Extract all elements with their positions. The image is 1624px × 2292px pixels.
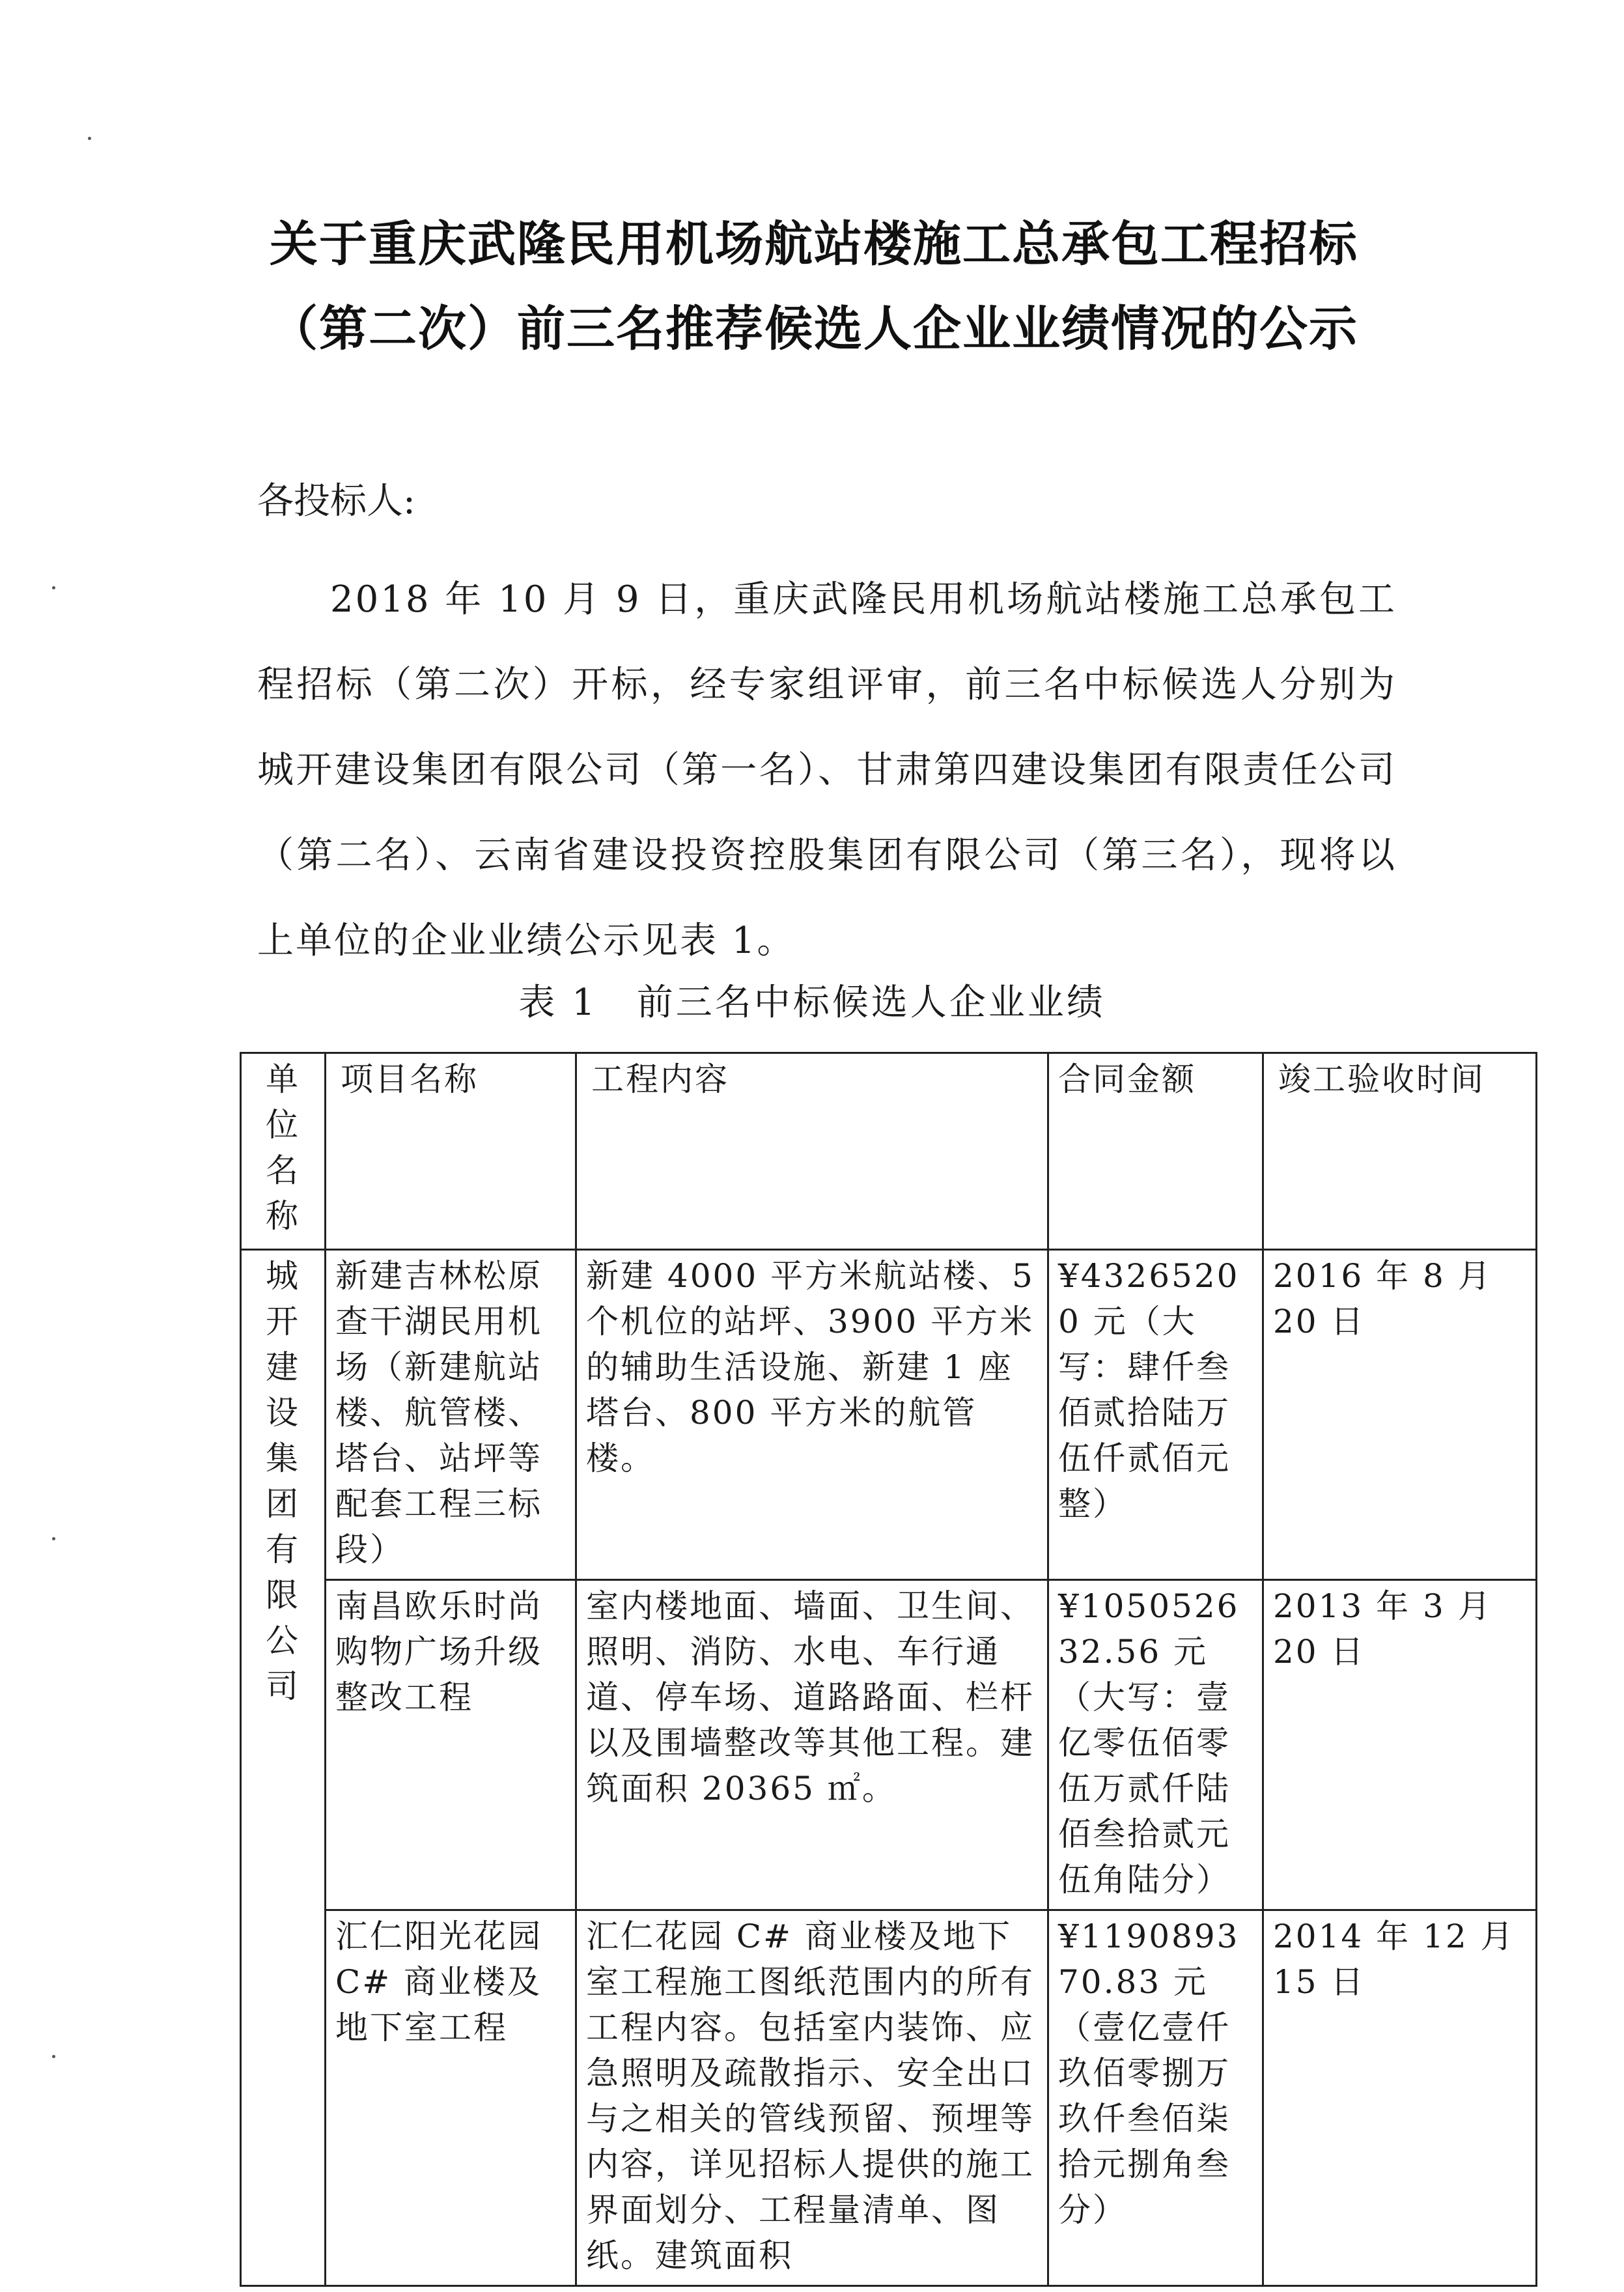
amount-cell: ¥119089370.83 元（壹亿壹仟玖佰零捌万玖仟叁佰柒拾元捌角叁分） <box>1048 1910 1263 2286</box>
body-paragraph: 2018 年 10 月 9 日，重庆武隆民用机场航站楼施工总承包工程招标（第二次）开标，经专家组评审，前三名中标候选人分别为城开建设集团有限公司（第一名）、甘肃第四建设集团有限责任公司（第二名）、云南省建设投资控股集团有限公司（第三名），现将以上单位的企业业绩公示见表 1。 <box>257 578 1397 962</box>
header-amount: 合同金额 <box>1048 1053 1263 1250</box>
amount-cell: ¥43265200 元（大写：肆仟叁佰贰拾陆万伍仟贰佰元整） <box>1048 1250 1263 1580</box>
scan-dot <box>88 137 91 140</box>
header-content: 工程内容 <box>576 1053 1048 1250</box>
project-name-cell: 新建吉林松原查干湖民用机场（新建航站楼、航管楼、塔台、站坪等配套工程三标段） <box>326 1250 576 1580</box>
header-unit-name <box>241 1053 326 1250</box>
table-header-row <box>241 1053 1537 1250</box>
header-unit-char: 称 <box>266 1197 300 1235</box>
unit-name-char: 司 <box>266 1667 300 1705</box>
unit-name-char: 公 <box>266 1622 300 1660</box>
header-project-name: 项目名称 <box>326 1053 576 1250</box>
unit-name-char: 开 <box>266 1303 300 1340</box>
unit-name-cell <box>241 1250 326 2286</box>
content-cell: 汇仁花园 C# 商业楼及地下室工程施工图纸范围内的所有工程内容。包括室内装饰、应急照明及疏散指示、安全出口与之相关的管线预留、预埋等内容，详见招标人提供的施工界面划分、工程量清单、图纸。建筑面积 <box>576 1910 1048 2286</box>
unit-name-char: 限 <box>266 1576 300 1614</box>
date-cell: 2014 年 12 月 15 日 <box>1263 1910 1537 2286</box>
table-row <box>241 1580 1537 1910</box>
scan-dot <box>52 1537 55 1540</box>
scan-dot <box>52 586 55 589</box>
header-unit-char: 单 <box>266 1060 300 1098</box>
unit-name-char: 团 <box>266 1485 300 1523</box>
salutation: 各投标人: <box>257 480 415 522</box>
content-cell: 室内楼地面、墙面、卫生间、照明、消防、水电、车行通道、停车场、道路路面、栏杆以及围墙整改等其他工程。建筑面积 20365 ㎡。 <box>576 1580 1048 1910</box>
document-title-line-1: 关于重庆武隆民用机场航站楼施工总承包工程招标 <box>270 216 1358 272</box>
table-row <box>241 1910 1537 2286</box>
scan-dot <box>52 2055 55 2058</box>
unit-name-char: 城 <box>266 1257 300 1295</box>
project-name-cell: 汇仁阳光花园 C# 商业楼及地下室工程 <box>326 1910 576 2286</box>
document-title-line-2: （第二次）前三名推荐候选人企业业绩情况的公示 <box>270 301 1358 357</box>
header-date: 竣工验收时间 <box>1263 1053 1537 1250</box>
amount-cell: ¥105052632.56 元（大写：壹亿零伍佰零伍万贰仟陆佰叁拾贰元伍角陆分） <box>1048 1580 1263 1910</box>
unit-name-char: 集 <box>266 1439 300 1477</box>
content-cell: 新建 4000 平方米航站楼、5 个机位的站坪、3900 平方米的辅助生活设施、新建 1 座塔台、800 平方米的航管楼。 <box>576 1250 1048 1580</box>
table-row <box>241 1250 1537 1580</box>
unit-name-char: 设 <box>266 1394 300 1432</box>
table-caption: 表 1 前三名中标候选人企业业绩 <box>518 982 1106 1024</box>
unit-name-char: 建 <box>266 1348 300 1386</box>
header-unit-char: 位 <box>266 1106 300 1144</box>
project-name-cell: 南昌欧乐时尚购物广场升级整改工程 <box>326 1580 576 1910</box>
date-cell: 2016 年 8 月 20 日 <box>1263 1250 1537 1580</box>
unit-name-char: 有 <box>266 1531 300 1568</box>
date-cell: 2013 年 3 月 20 日 <box>1263 1580 1537 1910</box>
performance-table <box>240 1052 1537 2287</box>
header-unit-char: 名 <box>266 1152 300 1189</box>
